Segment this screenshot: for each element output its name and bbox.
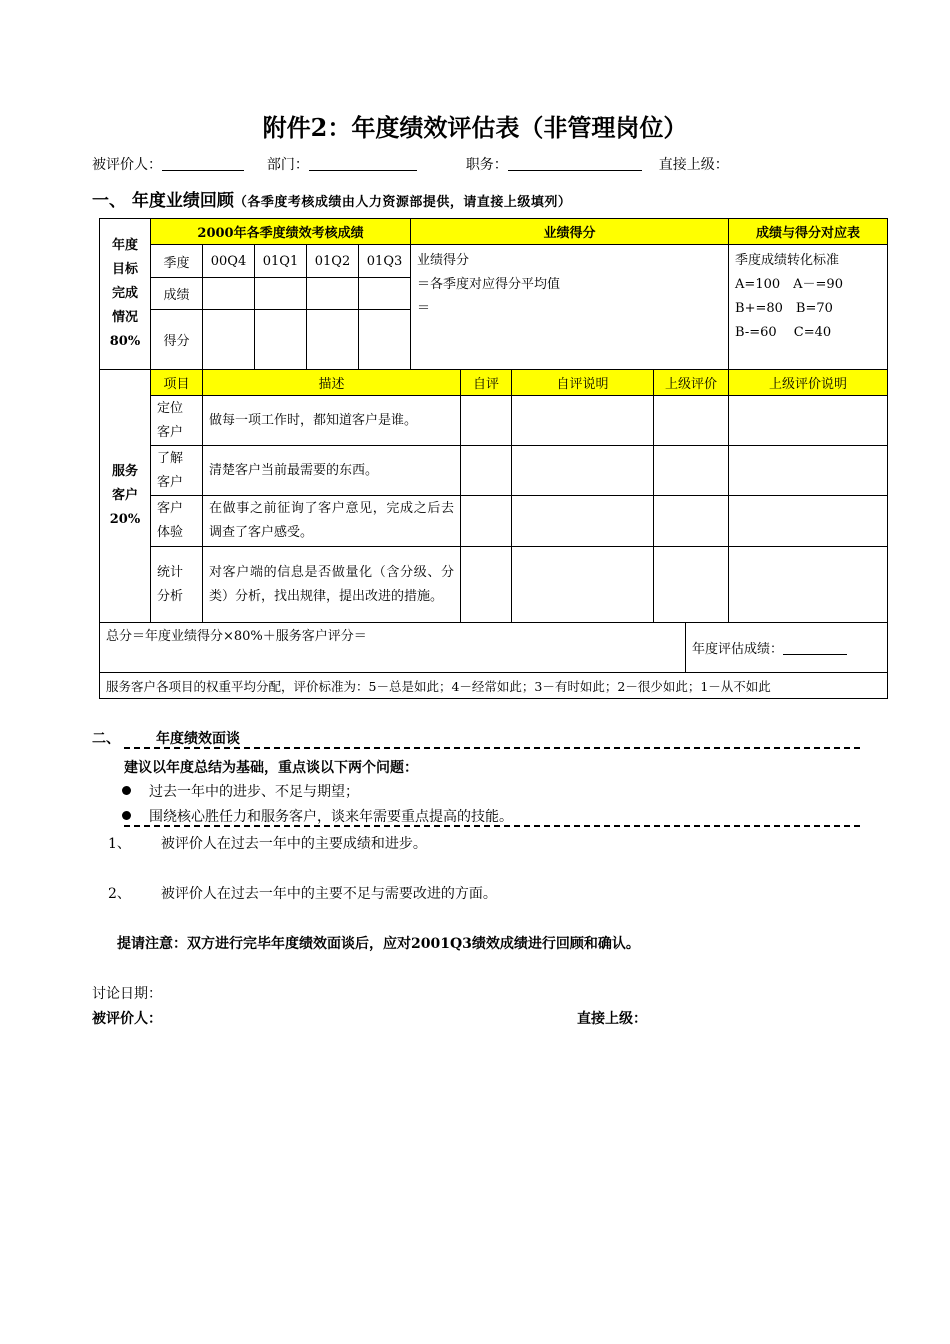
header-sup: 上级评价 <box>654 370 729 396</box>
table-row <box>100 446 888 496</box>
self-score-cell[interactable] <box>461 446 512 496</box>
notice: 提请注意：双方进行完毕年度绩效面谈后，应对2001Q3绩效成绩进行回顾和确认。 <box>117 936 640 952</box>
self-note-cell[interactable] <box>512 496 654 547</box>
table-row <box>100 547 888 623</box>
self-note-cell[interactable] <box>512 396 654 446</box>
mapping-header: 成绩与得分对应表 <box>729 219 888 245</box>
grade-cell[interactable] <box>203 278 255 310</box>
position-label: 职务： <box>465 157 508 173</box>
item-desc: 对客户端的信息是否做量化（含分级、分类）分析，找出规律，提出改进的措施。 <box>203 547 461 623</box>
total-formula: 总分＝年度业绩得分×80%＋服务客户评分＝ <box>100 623 686 673</box>
date-label: 讨论日期： <box>92 986 162 1002</box>
item-desc: 做每一项工作时，都知道客户是谁。 <box>203 396 461 446</box>
item-name <box>151 496 203 547</box>
annual-grade-cell <box>686 623 888 673</box>
section1-heading <box>92 186 571 211</box>
performance-table <box>99 218 888 370</box>
points-cell[interactable] <box>203 310 255 370</box>
bullet-dot-icon <box>122 811 131 820</box>
bullet-text: 围绕核心胜任力和服务客户，谈来年需要重点提高的技能。 <box>149 809 513 825</box>
score-text-line: ＝ <box>417 301 431 316</box>
service-label <box>100 370 151 623</box>
goal-label-line: 目标 <box>111 262 138 277</box>
evaluee-label: 被评价人： <box>92 157 162 173</box>
sup-note-cell[interactable] <box>729 396 888 446</box>
sup-score-cell[interactable] <box>654 496 729 547</box>
weight-note: 服务客户各项目的权重平均分配，评价标准为：5－总是如此；4－经常如此；3－有时如此；2－很少如此；1－从不如此 <box>100 673 888 699</box>
dept-label: 部门： <box>266 157 309 173</box>
question-1 <box>108 833 427 853</box>
page-title: 附件2：年度绩效评估表（非管理岗位） <box>262 113 688 142</box>
self-score-cell[interactable] <box>461 547 512 623</box>
item-name <box>151 446 203 496</box>
quarter-cell: 00Q4 <box>203 245 255 278</box>
quarter-cell: 01Q3 <box>359 245 411 278</box>
goal-label-line: 80% <box>109 334 141 349</box>
table-row <box>100 496 888 547</box>
score-text <box>411 245 729 370</box>
dashed-divider <box>124 747 860 749</box>
goal-label-line: 完成 <box>111 286 138 301</box>
item-name-line: 客户 <box>157 424 184 440</box>
self-score-cell[interactable] <box>461 496 512 547</box>
evaluee-field[interactable] <box>162 156 244 171</box>
points-cell[interactable] <box>359 310 411 370</box>
item-name-line: 定位 <box>157 400 184 416</box>
supervisor-label: 直接上级： <box>658 157 729 173</box>
goal-label-line: 情况 <box>111 310 138 325</box>
item-name-line: 分析 <box>157 588 184 604</box>
row-label-grade: 成绩 <box>151 278 203 310</box>
q1-text: 被评价人在过去一年中的主要成绩和进步。 <box>160 836 427 852</box>
item-name-line: 客户 <box>157 501 184 516</box>
sup-note-cell[interactable] <box>729 446 888 496</box>
grade-cell[interactable] <box>359 278 411 310</box>
bullet-text: 过去一年中的进步、不足与期望； <box>149 784 359 800</box>
header-desc: 描述 <box>203 370 461 396</box>
item-desc: 在做事之前征询了客户意见，完成之后去调查了客户感受。 <box>203 496 461 547</box>
mapping-text-line: B-=60 C=40 <box>735 325 832 340</box>
supervisor-sign-label: 直接上级： <box>577 1011 647 1027</box>
self-note-cell[interactable] <box>512 446 654 496</box>
mapping-text <box>729 245 888 370</box>
annual-grade-label: 年度评估成绩： <box>692 642 784 657</box>
quarter-header: 2000年各季度绩效考核成绩 <box>151 219 411 245</box>
bullet-dot-icon <box>122 786 131 795</box>
bullet-item <box>122 781 359 801</box>
header-sup-note: 上级评价说明 <box>729 370 888 396</box>
header-self-note: 自评说明 <box>512 370 654 396</box>
service-label-line: 20% <box>109 512 141 527</box>
item-name <box>151 396 203 446</box>
mapping-text-line: A=100 A－=90 <box>735 277 843 292</box>
grade-cell[interactable] <box>307 278 359 310</box>
sup-score-cell[interactable] <box>654 547 729 623</box>
section2-heading <box>92 728 240 748</box>
header-self: 自评 <box>461 370 512 396</box>
table-row <box>100 396 888 446</box>
q2-text: 被评价人在过去一年中的主要不足与需要改进的方面。 <box>160 886 497 902</box>
score-text-line: ＝各季度对应得分平均值 <box>417 277 561 292</box>
goal-label-line: 年度 <box>111 238 138 253</box>
service-label-line: 客户 <box>111 488 138 503</box>
dashed-divider <box>124 825 860 827</box>
annual-grade-field[interactable] <box>783 640 847 655</box>
score-header: 业绩得分 <box>411 219 729 245</box>
self-note-cell[interactable] <box>512 547 654 623</box>
q1-num: 1、 <box>108 836 131 852</box>
item-name-line: 了解 <box>157 450 184 466</box>
row-label-quarter: 季度 <box>151 245 203 278</box>
info-line <box>92 154 729 174</box>
evaluee-sign-label: 被评价人： <box>92 1011 162 1027</box>
section2-num: 二、 <box>92 731 120 747</box>
quarter-cell: 01Q1 <box>255 245 307 278</box>
item-name-line: 体验 <box>157 525 184 540</box>
item-name <box>151 547 203 623</box>
points-cell[interactable] <box>255 310 307 370</box>
mapping-text-line: 季度成绩转化标准 <box>735 253 840 268</box>
self-score-cell[interactable] <box>461 396 512 446</box>
item-name-line: 客户 <box>157 474 184 490</box>
item-desc: 清楚客户当前最需要的东西。 <box>203 446 461 496</box>
position-field[interactable] <box>508 156 642 171</box>
row-label-points: 得分 <box>151 310 203 370</box>
service-label-line: 服务 <box>111 464 138 479</box>
grade-cell[interactable] <box>255 278 307 310</box>
sup-score-cell[interactable] <box>654 396 729 446</box>
item-name-line: 统计 <box>157 564 184 580</box>
sup-note-cell[interactable] <box>729 547 888 623</box>
sup-note-cell[interactable] <box>729 496 888 547</box>
q2-num: 2、 <box>108 886 131 902</box>
bullet-item <box>122 806 513 826</box>
dept-field[interactable] <box>309 156 417 171</box>
suggestion: 建议以年度总结为基础，重点谈以下两个问题： <box>124 760 418 776</box>
goal-label <box>100 219 151 370</box>
service-table <box>99 369 888 623</box>
total-table <box>99 622 888 699</box>
sup-score-cell[interactable] <box>654 446 729 496</box>
section1-title: 一、 年度业绩回顾 <box>92 191 234 211</box>
quarter-cell: 01Q2 <box>307 245 359 278</box>
header-item: 项目 <box>151 370 203 396</box>
points-cell[interactable] <box>307 310 359 370</box>
question-2 <box>108 883 497 903</box>
section2-title: 年度绩效面谈 <box>156 731 240 747</box>
section1-note: （各季度考核成绩由人力资源部提供，请直接上级填列） <box>233 195 572 210</box>
score-text-line: 业绩得分 <box>417 253 470 268</box>
mapping-text-line: B+=80 B=70 <box>735 301 833 316</box>
